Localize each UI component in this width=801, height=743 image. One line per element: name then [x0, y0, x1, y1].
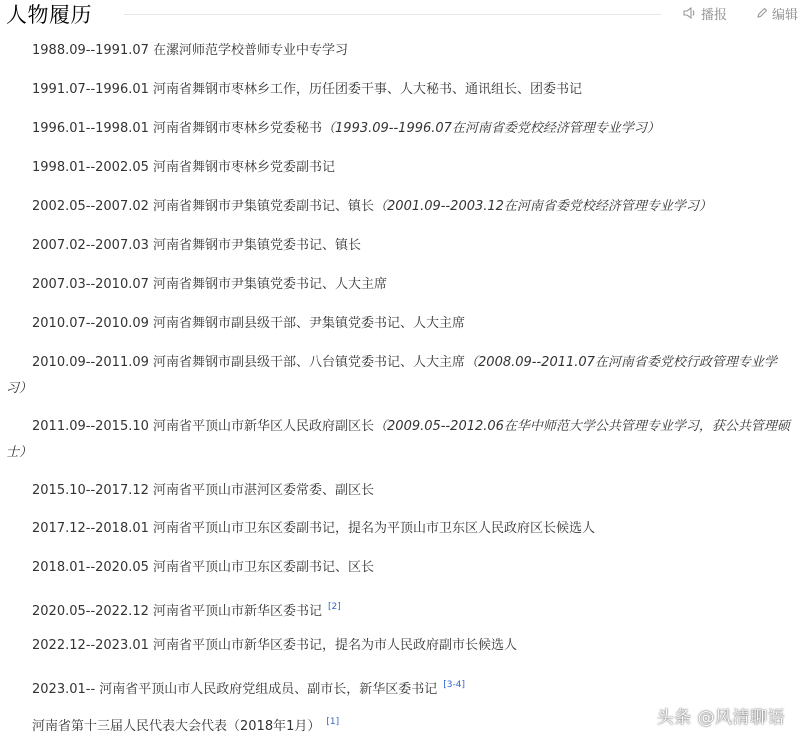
career-entry: 2017.12--2018.01 河南省平顶山市卫东区委副书记，提名为平顶山市卫东区人民政府区长候选人 — [32, 521, 596, 536]
career-entry: 河南省第十三届人民代表大会代表（2018年1月） [1] — [32, 717, 340, 734]
edit-button[interactable] — [756, 4, 798, 22]
edit-label: 编辑 — [772, 7, 799, 23]
career-entry: 2023.01-- 河南省平顶山市人民政府党组成员、副市长，新华区委书记 [3-4] — [32, 680, 466, 697]
report-button[interactable] — [683, 4, 727, 22]
career-entry: 2010.07--2010.09 河南省舞钢市副县级干部、尹集镇党委书记、人大主席 — [32, 316, 466, 331]
title-divider — [124, 14, 661, 15]
reference-link[interactable]: [1] — [326, 717, 340, 727]
career-entry: 2002.05--2007.02 河南省舞钢市尹集镇党委副书记、镇长（2001.09--2003.12在河南省委党校经济管理专业学习） — [32, 199, 712, 214]
career-entry: 2010.09--2011.09 河南省舞钢市副县级干部、八台镇党委书记、人大主席（2008.09--2011.07在河南省委党校行政管理专业学习） — [6, 355, 777, 396]
career-entry: 1988.09--1991.07 在漯河师范学校普师专业中专学习 — [32, 43, 349, 58]
section-header — [0, 0, 801, 30]
career-entry: 2018.01--2020.05 河南省平顶山市卫东区委副书记、区长 — [32, 560, 375, 575]
career-entry: 2007.03--2010.07 河南省舞钢市尹集镇党委书记、人大主席 — [32, 277, 388, 292]
career-entry: 1996.01--1998.01 河南省舞钢市枣林乡党委秘书（1993.09--1996.07在河南省委党校经济管理专业学习） — [32, 121, 660, 136]
study-note: （2009.05--2012.06在华中师范大学公共管理专业学习，获公共管理硕士） — [6, 419, 790, 460]
section-title: 人物履历 — [6, 3, 92, 27]
career-entry: 2022.12--2023.01 河南省平顶山市新华区委书记，提名为市人民政府副市长候选人 — [32, 638, 518, 653]
reference-link[interactable]: [2] — [328, 602, 341, 612]
career-entry: 2007.02--2007.03 河南省舞钢市尹集镇党委书记、镇长 — [32, 238, 362, 253]
study-note: （2008.09--2011.07在河南省委党校行政管理专业学习） — [6, 355, 777, 396]
career-entry: 2011.09--2015.10 河南省平顶山市新华区人民政府副区长（2009.05--2012.06在华中师范大学公共管理专业学习，获公共管理硕士） — [6, 419, 790, 460]
reference-link[interactable]: [3-4] — [443, 680, 466, 690]
career-entry: 1998.01--2002.05 河南省舞钢市枣林乡党委副书记 — [32, 160, 336, 175]
study-note: （2001.09--2003.12在河南省委党校经济管理专业学习） — [374, 199, 712, 214]
report-label: 播报 — [701, 7, 728, 23]
study-note: （1993.09--1996.07在河南省委党校经济管理专业学习） — [322, 121, 660, 136]
career-entry: 2015.10--2017.12 河南省平顶山市湛河区委常委、副区长 — [32, 483, 375, 498]
career-entry: 2020.05--2022.12 河南省平顶山市新华区委书记 [2] — [32, 602, 341, 619]
pencil-icon — [756, 7, 768, 19]
speaker-icon — [683, 7, 697, 19]
watermark: 头条 @风清聊语 — [656, 708, 785, 728]
career-entry: 1991.07--1996.01 河南省舞钢市枣林乡工作，历任团委干事、人大秘书、通讯组长、团委书记 — [32, 82, 583, 97]
